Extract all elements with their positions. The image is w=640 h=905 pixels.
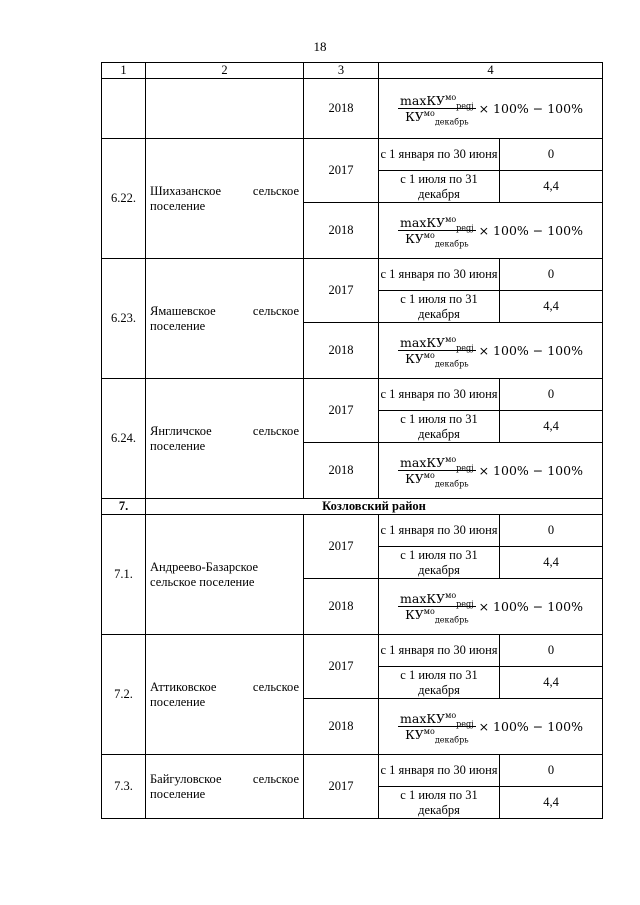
settlement-name-word: сельское [252, 303, 299, 318]
year-cell: 2017 [304, 259, 379, 323]
formula-den-sup: мо [423, 108, 435, 118]
header-cell-4: 4 [379, 63, 603, 79]
year-cell: 2018 [304, 579, 379, 635]
region-name: Козловский район [146, 499, 603, 515]
growth-formula [398, 334, 583, 369]
formula-den: КУ [405, 231, 424, 246]
value-cell: 4,4 [500, 291, 603, 323]
period-cell: с 1 июля по 31 декабря [379, 171, 500, 203]
formula-cell [379, 443, 603, 499]
settlement-name [146, 79, 304, 139]
formula-den-sub: декабрь [434, 117, 469, 127]
year-cell: 2018 [304, 203, 379, 259]
region-row [102, 499, 603, 515]
settlement-name-line: сельское поселение [150, 574, 255, 589]
formula-rest: × 100% − 100% [478, 343, 583, 358]
settlement-name [146, 635, 304, 755]
year-cell: 2017 [304, 515, 379, 579]
growth-formula [398, 590, 583, 625]
settlement-number: 7.2. [102, 635, 146, 755]
formula-den: КУ [405, 351, 424, 366]
formula-num: maxКУ [400, 335, 446, 350]
value-cell: 0 [500, 755, 603, 787]
growth-formula [398, 710, 583, 745]
period-cell: с 1 июля по 31 декабря [379, 411, 500, 443]
formula-num: maxКУ [400, 455, 446, 470]
formula-num: maxКУ [400, 93, 446, 108]
settlement-name-line [150, 680, 299, 695]
settlement-name-line: Андреево-Базарское [150, 559, 259, 574]
period-cell: с 1 июля по 31 декабря [379, 787, 500, 819]
settlement-number: 7.1. [102, 515, 146, 635]
settlement-row-1 [102, 515, 603, 547]
value-cell: 4,4 [500, 787, 603, 819]
settlements-group-7 [102, 515, 603, 819]
settlement-name-word: Аттиковское [150, 679, 217, 694]
value-cell: 0 [500, 379, 603, 411]
period-cell: с 1 января по 30 июня [379, 755, 500, 787]
year-cell: 2017 [304, 755, 379, 819]
formula-num-sup: мо [445, 214, 457, 224]
formula-num-sup: мо [445, 454, 457, 464]
settlement-name [146, 139, 304, 259]
page-number: 18 [313, 39, 327, 54]
settlement-name-line [150, 184, 299, 199]
formula-cell [379, 323, 603, 379]
settlement-name-word: Ямашевское [150, 303, 216, 318]
year-cell: 2018 [304, 323, 379, 379]
settlement-name-line: поселение [150, 318, 206, 333]
formula-den-sub: декабрь [434, 735, 469, 745]
formula-num-sup: мо [445, 710, 457, 720]
year-cell: 2018 [304, 443, 379, 499]
value-cell: 0 [500, 515, 603, 547]
value-cell: 4,4 [500, 547, 603, 579]
formula-cell [379, 203, 603, 259]
formula-den: КУ [405, 471, 424, 486]
growth-formula [398, 92, 583, 127]
period-cell: с 1 января по 30 июня [379, 379, 500, 411]
settlement-number: 7.3. [102, 755, 146, 819]
period-cell: с 1 января по 30 июня [379, 139, 500, 171]
header-cell-1: 1 [102, 63, 146, 79]
formula-num: maxКУ [400, 711, 446, 726]
period-cell: с 1 июля по 31 декабря [379, 291, 500, 323]
settlement-name-line: поселение [150, 438, 206, 453]
formula-rest: × 100% − 100% [478, 599, 583, 614]
formula-num: maxКУ [400, 591, 446, 606]
formula-den-sub: декабрь [434, 615, 469, 625]
header-cell-2: 2 [146, 63, 304, 79]
settlement-name-line [150, 772, 299, 787]
value-cell: 4,4 [500, 171, 603, 203]
formula-rest: × 100% − 100% [478, 719, 583, 734]
formula-num-sub: pegj [456, 463, 474, 473]
period-cell: с 1 июля по 31 декабря [379, 667, 500, 699]
period-cell: с 1 января по 30 июня [379, 635, 500, 667]
formula-den-sub: декабрь [434, 359, 469, 369]
period-cell: с 1 января по 30 июня [379, 515, 500, 547]
settlement-name-line: поселение [150, 198, 206, 213]
formula-num-sub: pegj [456, 343, 474, 353]
year-cell: 2017 [304, 379, 379, 443]
settlement-name-line: поселение [150, 786, 206, 801]
formula-den-sup: мо [423, 606, 435, 616]
formula-num: maxКУ [400, 215, 446, 230]
header-cell-3: 3 [304, 63, 379, 79]
settlement-name-word: сельское [252, 423, 299, 438]
settlement-name-line [150, 304, 299, 319]
formula-den-sup: мо [423, 350, 435, 360]
formula-cell [379, 699, 603, 755]
formula-num-sub: pegj [456, 599, 474, 609]
formula-num-sub: pegj [456, 719, 474, 729]
settlement-name [146, 259, 304, 379]
value-cell: 0 [500, 635, 603, 667]
year-cell: 2017 [304, 635, 379, 699]
year-cell: 2018 [304, 79, 379, 139]
formula-num-sub: pegj [456, 101, 474, 111]
settlement-row-1 [102, 379, 603, 411]
value-cell: 4,4 [500, 411, 603, 443]
settlement-number: 6.24. [102, 379, 146, 499]
formula-den: КУ [405, 607, 424, 622]
settlement-name [146, 379, 304, 499]
tariff-table [101, 62, 603, 819]
settlement-number: 6.22. [102, 139, 146, 259]
formula-cell [379, 79, 603, 139]
region-number: 7. [102, 499, 146, 515]
formula-rest: × 100% − 100% [478, 223, 583, 238]
settlement-row-1 [102, 635, 603, 667]
settlement-row-1 [102, 755, 603, 787]
formula-den-sup: мо [423, 470, 435, 480]
period-cell: с 1 июля по 31 декабря [379, 547, 500, 579]
settlement-name-word: сельское [252, 771, 299, 786]
settlement-name-word: Шихазанское [150, 183, 222, 198]
continuation-row [102, 79, 603, 139]
formula-num-sup: мо [445, 334, 457, 344]
settlement-name-word: сельское [252, 183, 299, 198]
formula-den-sup: мо [423, 726, 435, 736]
settlement-name [146, 755, 304, 819]
settlements-group-6 [102, 139, 603, 499]
header-row [102, 63, 603, 79]
settlement-name-word: Янгличское [150, 423, 212, 438]
row-number [102, 79, 146, 139]
settlement-name-word: Байгуловское [150, 771, 222, 786]
growth-formula [398, 214, 583, 249]
formula-den: КУ [405, 727, 424, 742]
formula-den-sub: декабрь [434, 479, 469, 489]
settlement-row-1 [102, 139, 603, 171]
formula-num-sup: мо [445, 590, 457, 600]
year-cell: 2017 [304, 139, 379, 203]
formula-cell [379, 579, 603, 635]
value-cell: 0 [500, 259, 603, 291]
formula-num-sub: pegj [456, 223, 474, 233]
year-cell: 2018 [304, 699, 379, 755]
formula-num-sup: мо [445, 92, 457, 102]
formula-den: КУ [405, 109, 424, 124]
settlement-row-1 [102, 259, 603, 291]
value-cell: 4,4 [500, 667, 603, 699]
value-cell: 0 [500, 139, 603, 171]
growth-formula [398, 454, 583, 489]
settlement-number: 6.23. [102, 259, 146, 379]
formula-rest: × 100% − 100% [478, 101, 583, 116]
settlement-name-line [150, 424, 299, 439]
formula-rest: × 100% − 100% [478, 463, 583, 478]
period-cell: с 1 января по 30 июня [379, 259, 500, 291]
formula-den-sub: декабрь [434, 239, 469, 249]
formula-den-sup: мо [423, 230, 435, 240]
settlement-name [146, 515, 304, 635]
settlement-name-line: поселение [150, 694, 206, 709]
settlement-name-word: сельское [252, 679, 299, 694]
